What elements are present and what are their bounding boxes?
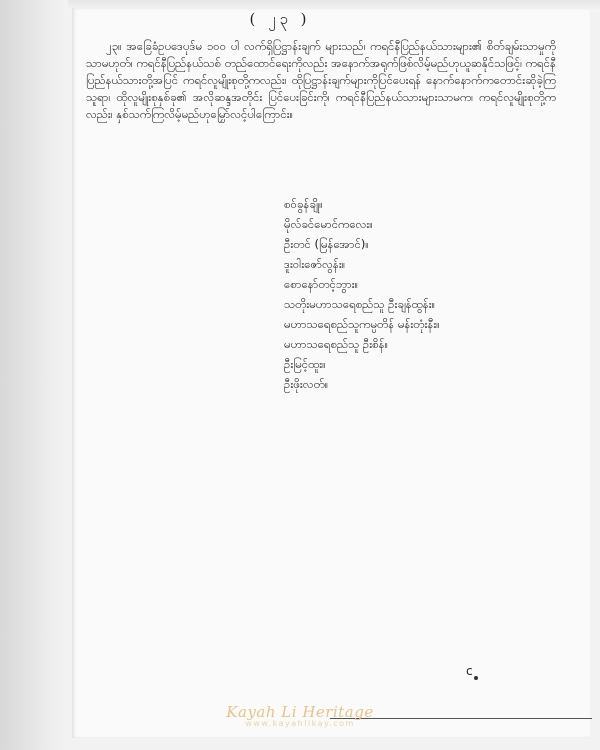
- page-number: ( ၂၃ ): [249, 10, 311, 28]
- signatory-item: စောနော်တင့်ဘွား။: [284, 277, 359, 291]
- ink-dot: [474, 676, 478, 680]
- signatory-item: ဒူးဝါးဇော်လွန်း။: [284, 257, 346, 271]
- watermark: [0, 703, 600, 728]
- signatory-list: [284, 194, 524, 394]
- signatory-item: ဦးမြင့်ထူး။: [284, 357, 326, 371]
- watermark-title: Kayah Li Heritage: [226, 703, 374, 721]
- body-paragraph: ၂၃။ အခြေခံဥပဒေပုဒ်မ ၁၀၀ ပါ လက်ရှိပြဋ္ဌာန်းချက် များသည်၊ ကရင်နီပြည်နယ်သားများ၏ စိတ်ချမ်းသာမှုကိုသာမဟုတ်၊ ကရင်နီပြည်နယ်သစ် တည်ထောင်ရေးကိုလည်း အနောက်အရုက်ဖြစ်လိမ့်မည်ဟုယူဆနိုင်သဖြင့်၊ ကရင်နီပြည်နယ်သားတို့အပြင် ကရင်လူမျိုးစုတို့ကလည်း၊ ထိုပြဋ္ဌာန်းချက်များကိုပြင်ပေးရန် နောက်နောက်ကတောင်းဆိုခဲ့ကြသူရာ၊ ထိုလူမျိုးစုနှစ်ခု၏ အလိုဆန္ဒအတိုင်း ပြင်ပေးခြင်းကို၊ ကရင်နီပြည်နယ်သားများသာမက၊ ကရင်လူမျိုးစုတို့ကလည်း၊ နှစ်သက်ကြလိမ့်မည်ဟုမြှော်လင့်ပါကြောင်း။: [86, 39, 556, 121]
- signatory-item: ဦးဖိုးလတ်။: [284, 377, 329, 391]
- watermark-url: www.kayahlikay.com: [245, 719, 355, 728]
- signatory-item: စဝ်ခွန်ချို။: [284, 197, 323, 211]
- signatory-item: မိုလ်ခင်မောင်ကလေး။: [284, 217, 373, 231]
- handwritten-mark: c: [466, 664, 473, 678]
- scan-left-edge: [0, 0, 68, 750]
- signatory-item: ဦးတင် (မြန်အောင်)။: [284, 237, 369, 251]
- signatory-item: သတိုးမဟာသရေစည်သူ ဦးချန်ထွန်း။: [284, 297, 436, 311]
- signatory-item: မဟာသရေစည်သူ ဦးစိန်။: [284, 337, 389, 351]
- signatory-item: မဟာသရေစည်သူကမ္ပတိန် မန်းတုံးနီး။: [284, 317, 440, 331]
